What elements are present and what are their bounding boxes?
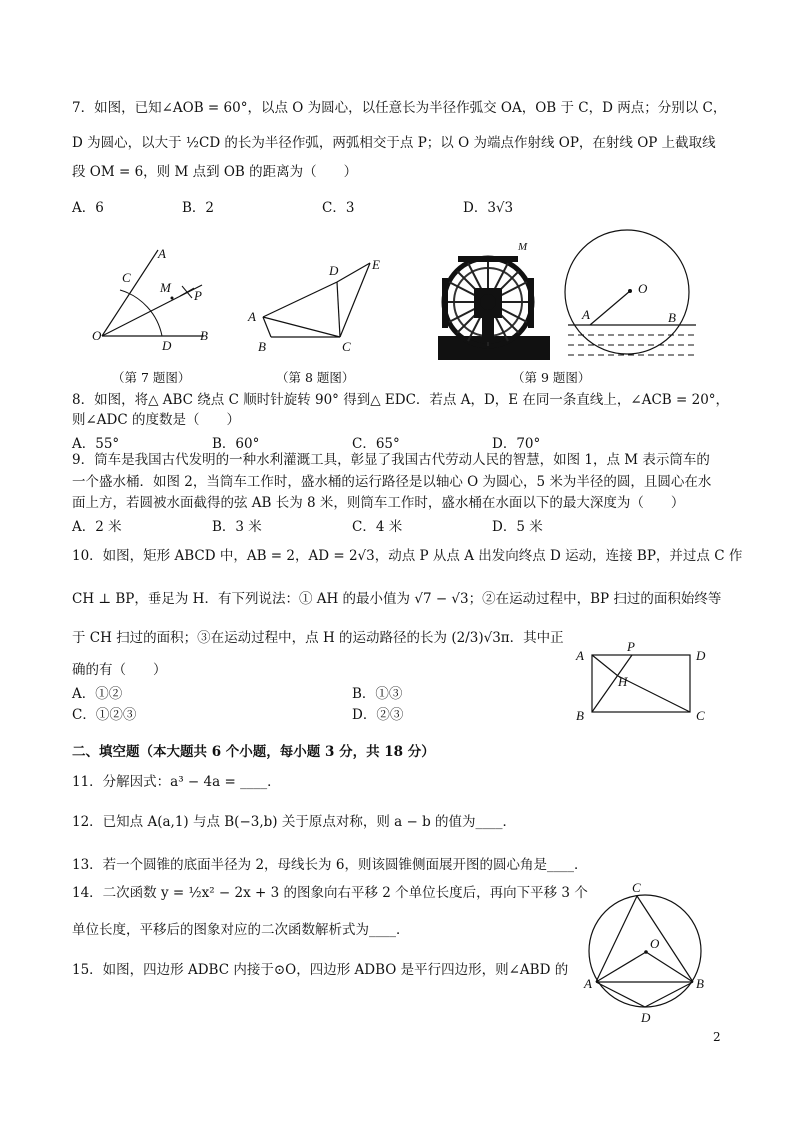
fig15-label-o: O [650,936,660,951]
fig8-label-b: B [258,339,266,354]
fig15-label-c: C [632,880,641,895]
figure-10 [570,640,715,725]
fig8-label-c: C [342,339,351,354]
q7-line2: D 为圆心，以大于 ½CD 的长为半径作弧，两弧相交于点 P；以 O 为端点作射线 OP，在射线 OP 上截取线 [72,135,716,151]
fig10-label-h: H [618,674,628,689]
fig9-label-a: A [582,307,590,322]
fig9-label-o: O [638,281,648,296]
q13-text: 13．若一个圆锥的底面半径为 2，母线长为 6，则该圆锥侧面展开图的圆心角是____． [72,857,588,873]
q14-line1: 14．二次函数 y = ½x² − 2x + 3 的图象向右平移 2 个单位长度后，再向下平移 3 个 [72,885,588,901]
section-2-title: 二、填空题（本大题共 6 个小题，每小题 3 分，共 18 分） [72,744,435,760]
fig7-label-p: P [194,288,202,303]
q8-option-c: C．65° [352,436,400,452]
q8-option-a: A．55° [72,436,120,452]
q10-line2: CH ⊥ BP，垂足为 H．有下列说法：① AH 的最小值为 √7 − √3；②在运动过程中，BP 扫过的面积始终等 [72,591,722,607]
fig7-label-m: M [160,280,171,295]
figure-7 [80,240,230,360]
q11-text: 11．分解因式：a³ − 4a = ____． [72,774,281,790]
q9-option-d: D．5 米 [492,519,543,535]
figure-9-circle-diagram [560,225,700,365]
q7-line3: 段 OM = 6，则 M 点到 OB 的距离为（ ） [72,164,358,180]
q7-option-c: C．3 [322,200,355,216]
q10-option-a: A．①② [72,686,123,702]
q10-line1: 10．如图，矩形 ABCD 中，AB = 2，AD = 2√3，动点 P 从点 A 出发向终点 D 运动，连接 BP，并过点 C 作 [72,548,743,564]
q9-option-a: A．2 米 [72,519,122,535]
q10-option-d: D．②③ [352,707,404,723]
fig7-label-o: O [92,328,102,343]
q12-text: 12．已知点 A(a,1) 与点 B(−3,b) 关于原点对称，则 a − b 的值为____． [72,814,517,830]
figure-9-waterwheel-photo [438,238,553,364]
q9-option-c: C．4 米 [352,519,403,535]
q9-line1: 9．筒车是我国古代发明的一种水利灌溉工具，彰显了我国古代劳动人民的智慧，如图 1，点 M 表示筒车的 [72,452,710,468]
q14-line2: 单位长度，平移后的图象对应的二次函数解析式为____． [72,922,410,938]
fig9-caption: （第 9 题图） [512,370,591,385]
fig7-label-b: B [200,328,208,343]
q7-option-d: D．3√3 [463,200,514,216]
fig8-label-a: A [248,309,256,324]
q15-text: 15．如图，四边形 ADBC 内接于⊙O，四边形 ADBO 是平行四边形，则∠ABD 的 [72,962,569,978]
q8-line1: 8．如图，将△ ABC 绕点 C 顺时针旋转 90° 得到△ EDC．若点 A，D，E 在同一条直线上，∠ACB = 20°， [72,392,730,408]
fig8-label-d: D [329,263,339,278]
fig10-label-p: P [627,639,635,654]
q9-line2: 一个盛水桶．如图 2，当筒车工作时，盛水桶的运行路径是以轴心 O 为圆心，5 米为半径的圆，且圆心在水 [72,474,712,490]
q8-option-d: D．70° [492,436,541,452]
q10-option-c: C．①②③ [72,707,137,723]
q10-line4: 确的有（ ） [72,662,167,678]
fig10-label-a: A [576,648,584,663]
q8-option-b: B．60° [212,436,260,452]
fig10-label-d: D [696,648,706,663]
figure-8 [240,255,390,355]
q10-option-b: B．①③ [352,686,403,702]
fig15-label-d: D [641,1010,651,1025]
figure-15 [580,880,710,1025]
fig7-label-d: D [162,338,172,353]
fig15-label-a: A [584,976,592,991]
q7-option-b: B．2 [182,200,215,216]
q7-line1: 7．如图，已知∠AOB = 60°，以点 O 为圆心，以任意长为半径作弧交 OA，OB 于 C，D 两点；分别以 C， [72,100,727,116]
fig7-label-c: C [122,270,131,285]
q8-line2: 则∠ADC 的度数是（ ） [72,412,241,428]
fig8-caption: （第 8 题图） [276,370,355,385]
q7-option-a: A．6 [72,200,104,216]
page-number: 2 [713,1030,721,1044]
q9-line3: 面上方，若圆被水面截得的弦 AB 长为 8 米，则筒车工作时，盛水桶在水面以下的最大深度为（ ） [72,495,685,511]
fig15-label-b: B [696,976,704,991]
q9-option-b: B．3 米 [212,519,262,535]
fig9-label-b: B [668,310,676,325]
fig7-label-a: A [158,246,166,261]
q10-line3: 于 CH 扫过的面积；③在运动过程中，点 H 的运动路径的长为 (2/3)√3π．其中正 [72,630,564,646]
fig9-label-m: M [518,241,528,253]
fig10-label-b: B [576,708,584,723]
fig8-label-e: E [372,257,380,272]
fig10-label-c: C [696,708,705,723]
fig7-caption: （第 7 题图） [112,370,191,385]
